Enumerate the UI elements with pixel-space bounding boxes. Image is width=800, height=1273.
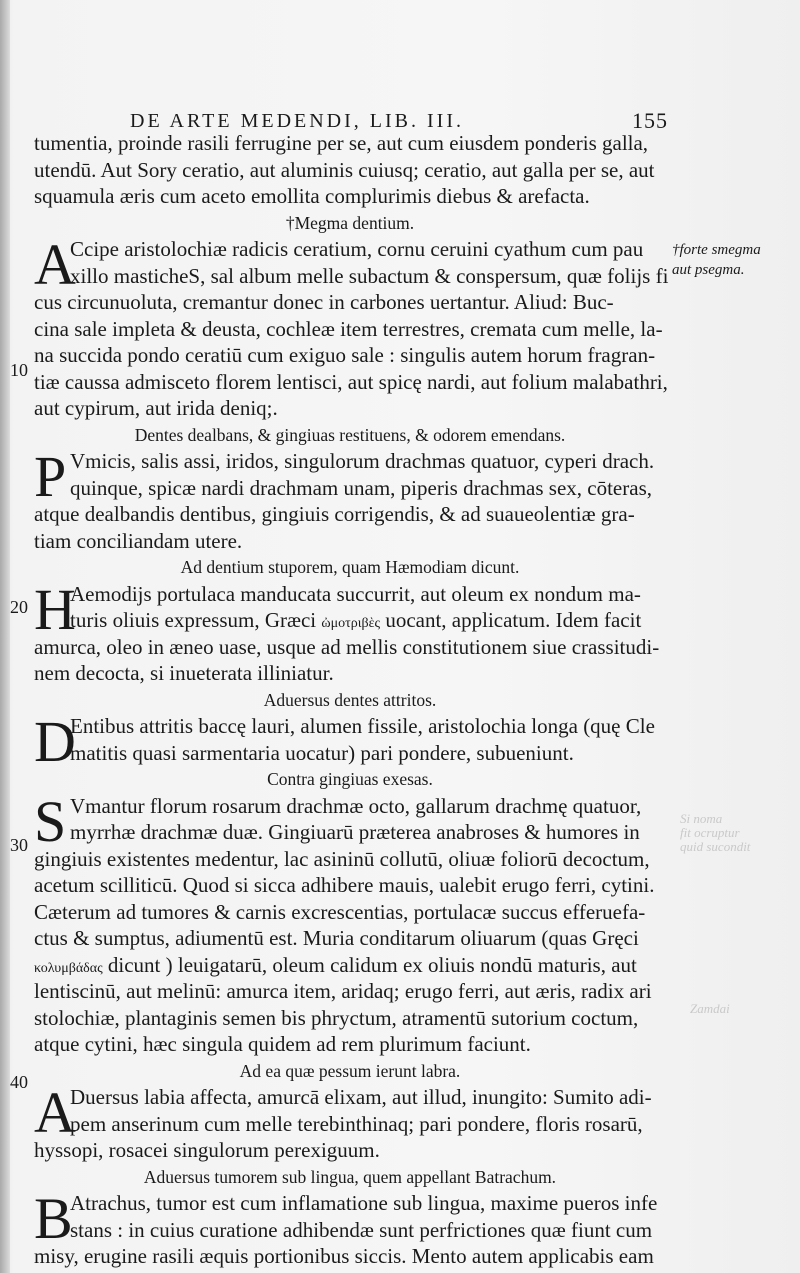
drop-cap: S (34, 788, 67, 854)
text-line: atque cytini, hæc singula quidem ad rem plurimum faciunt. (34, 1032, 531, 1056)
bleed-through-line: fit ocruptur (680, 825, 740, 840)
text-line-content: Vmantur florum rosarum drachmæ octo, gallarum drachmę quatuor, (70, 793, 642, 818)
text-line: ctus & sumptus, adiumentū est. Muria conditarum oliuarum (quas Gręci (34, 926, 639, 950)
bleed-through-note (690, 1002, 730, 1016)
running-title: DE ARTE MEDENDI, LIB. III. (130, 110, 464, 132)
text-line: amurca, oleo in æneo uase, usque ad mellis constitutionem siue crassitudi- (34, 634, 660, 659)
section-heading: Contra gingiuas exesas. (267, 769, 433, 789)
text-line: tiæ caussa admisceto florem lentisci, aut spicę nardi, aut folium malabathri, (34, 369, 668, 394)
section-heading: Ad dentium stuporem, quam Hæmodiam dicunt. (180, 557, 520, 577)
drop-cap: H (34, 576, 76, 642)
text-line: utendū. Aut Sory ceratio, aut aluminis cuiusq; ceratio, aut galla per se, aut (34, 157, 655, 182)
text-line: acetum scilliticū. Quod si sicca adhibere mauis, ualebit erugo ferri, cytini. (34, 873, 655, 897)
drop-cap: A (34, 232, 76, 297)
section-heading: Aduersus dentes attritos. (263, 689, 437, 710)
text-line: cus circunuoluta, cremantur donec in carbones uertantur. Aliud: Buc- (34, 290, 614, 314)
text-line-part: dicunt ) leuigatarū, oleum calidum ex oliuis nondū maturis, aut (107, 952, 637, 977)
marginal-note-line: †forte smegma (672, 242, 761, 258)
text-line: Cæterum ad tumores & carnis excrescentias, portulacæ succus efferuefa- (34, 899, 646, 924)
text-line: myrrhæ drachmæ duæ. Gingiuarū præterea anabroses & humores in (70, 820, 640, 844)
text-line: quinque, spicæ nardi drachmam unam, piperis drachmas sex, cōteras, (70, 475, 652, 500)
text-line (34, 952, 666, 979)
bleed-through-note (680, 812, 750, 854)
text-line: stolochiæ, plantaginis semen bis phryctum, atramentū sutorium coctum, (34, 1005, 639, 1030)
section-heading: Ad ea quæ pessum ierunt labra. (239, 1060, 461, 1081)
text-line: matitis quasi sarmentaria uocatur) pari pondere, subueniunt. (70, 740, 574, 765)
body-text (34, 130, 669, 1270)
text-line-content: Atrachus, tumor est cum inflamatione sub lingua, maxime pueros infe (70, 1191, 658, 1215)
text-line-content: Vmicis, salis assi, iridos, singulorum drachmas quatuor, cyperi drach. (70, 449, 655, 473)
text-line-content: Ccipe aristolochiæ radicis ceratium, cornu ceruini cyathum cum pau (70, 237, 644, 261)
marginal-note-line: aut psegma. (672, 262, 745, 278)
text-line (34, 607, 666, 634)
text-line: xillo masticheS, sal album melle subactum & conspersum, quæ folijs fi (70, 263, 669, 288)
greek-word: ὠμοτριβὲς (321, 616, 381, 631)
text-line: lentiscinū, aut melinū: amurca item, aridaq; erugo ferri, aut æris, radix ari (34, 979, 652, 1003)
text-line: nem decocta, si inueterata illiniatur. (34, 661, 334, 685)
bleed-through-line: quid sucondit (680, 839, 751, 854)
text-line: tumentia, proinde rasili ferrugine per se, aut cum eiusdem ponderis galla, (34, 131, 649, 155)
text-line: gingiuis existentes medentur, lac asininū collutū, oliuæ foliorū decoctum, (34, 846, 650, 871)
text-line: cina sale impleta & deusta, cochleæ item terrestres, cremata cum melle, la- (34, 316, 663, 341)
drop-cap: P (34, 444, 67, 509)
text-line: pem anserinum cum melle terebinthinaq; pari pondere, floris rosarū, (70, 1111, 643, 1136)
text-line: stans : in cuius curatione adhibendæ sunt perfrictiones quæ fiunt cum (70, 1217, 653, 1242)
section-heading: †Megma dentium. (285, 212, 415, 233)
greek-word: κολυμβάδας (34, 960, 103, 976)
marginal-note (672, 240, 792, 280)
bleed-through-line: Si noma (680, 811, 723, 826)
line-number: 40 (10, 1072, 28, 1092)
line-number: 30 (10, 835, 28, 855)
text-line-content: Aemodijs portulaca manducata succurrit, aut oleum ex nondum ma- (70, 581, 641, 606)
text-line: na succida pondo ceratiū cum exiguo sale : singulis autem horum fragran- (34, 343, 656, 367)
text-line-part: uocant, applicatum. Idem facit (385, 608, 642, 632)
section-heading: Aduersus tumorem sub lingua, quem appellant Batrachum. (143, 1166, 557, 1187)
text-line-part: turis oliuis expressum, Græci (70, 608, 317, 632)
text-line: tiam conciliandam utere. (34, 528, 243, 553)
drop-cap: B (34, 1186, 73, 1251)
drop-cap: D (34, 709, 76, 774)
text-line: misy, erugine rasili æquis portionibus siccis. Mento autem applicabis eam (34, 1244, 654, 1268)
drop-cap: A (34, 1080, 76, 1145)
text-line: atque dealbandis dentibus, gingiuis corrigendis, & ad suaueolentiæ gra- (34, 502, 635, 526)
line-number: 10 (10, 360, 28, 380)
page-number: 155 (632, 108, 668, 133)
text-line-content: Entibus attritis baccę lauri, alumen fissile, aristolochia longa (quę Cle (70, 714, 655, 738)
section-heading: Dentes dealbans, & gingiuas restituens, & odorem emendans. (134, 424, 566, 445)
bleed-through-line: Zamdai (690, 1001, 730, 1016)
text-line: hyssopi, rosacei singulorum perexiguum. (34, 1138, 380, 1162)
text-line-content: Duersus labia affecta, amurcā elixam, aut illud, inungito: Sumito adi- (70, 1085, 652, 1109)
text-line: squamula æris cum aceto emollita complurimis diebus & arefacta. (34, 184, 590, 208)
line-number: 20 (10, 597, 28, 617)
page-gutter-shadow (0, 0, 10, 1273)
text-line: aut cypirum, aut irida deniq;. (34, 396, 278, 420)
